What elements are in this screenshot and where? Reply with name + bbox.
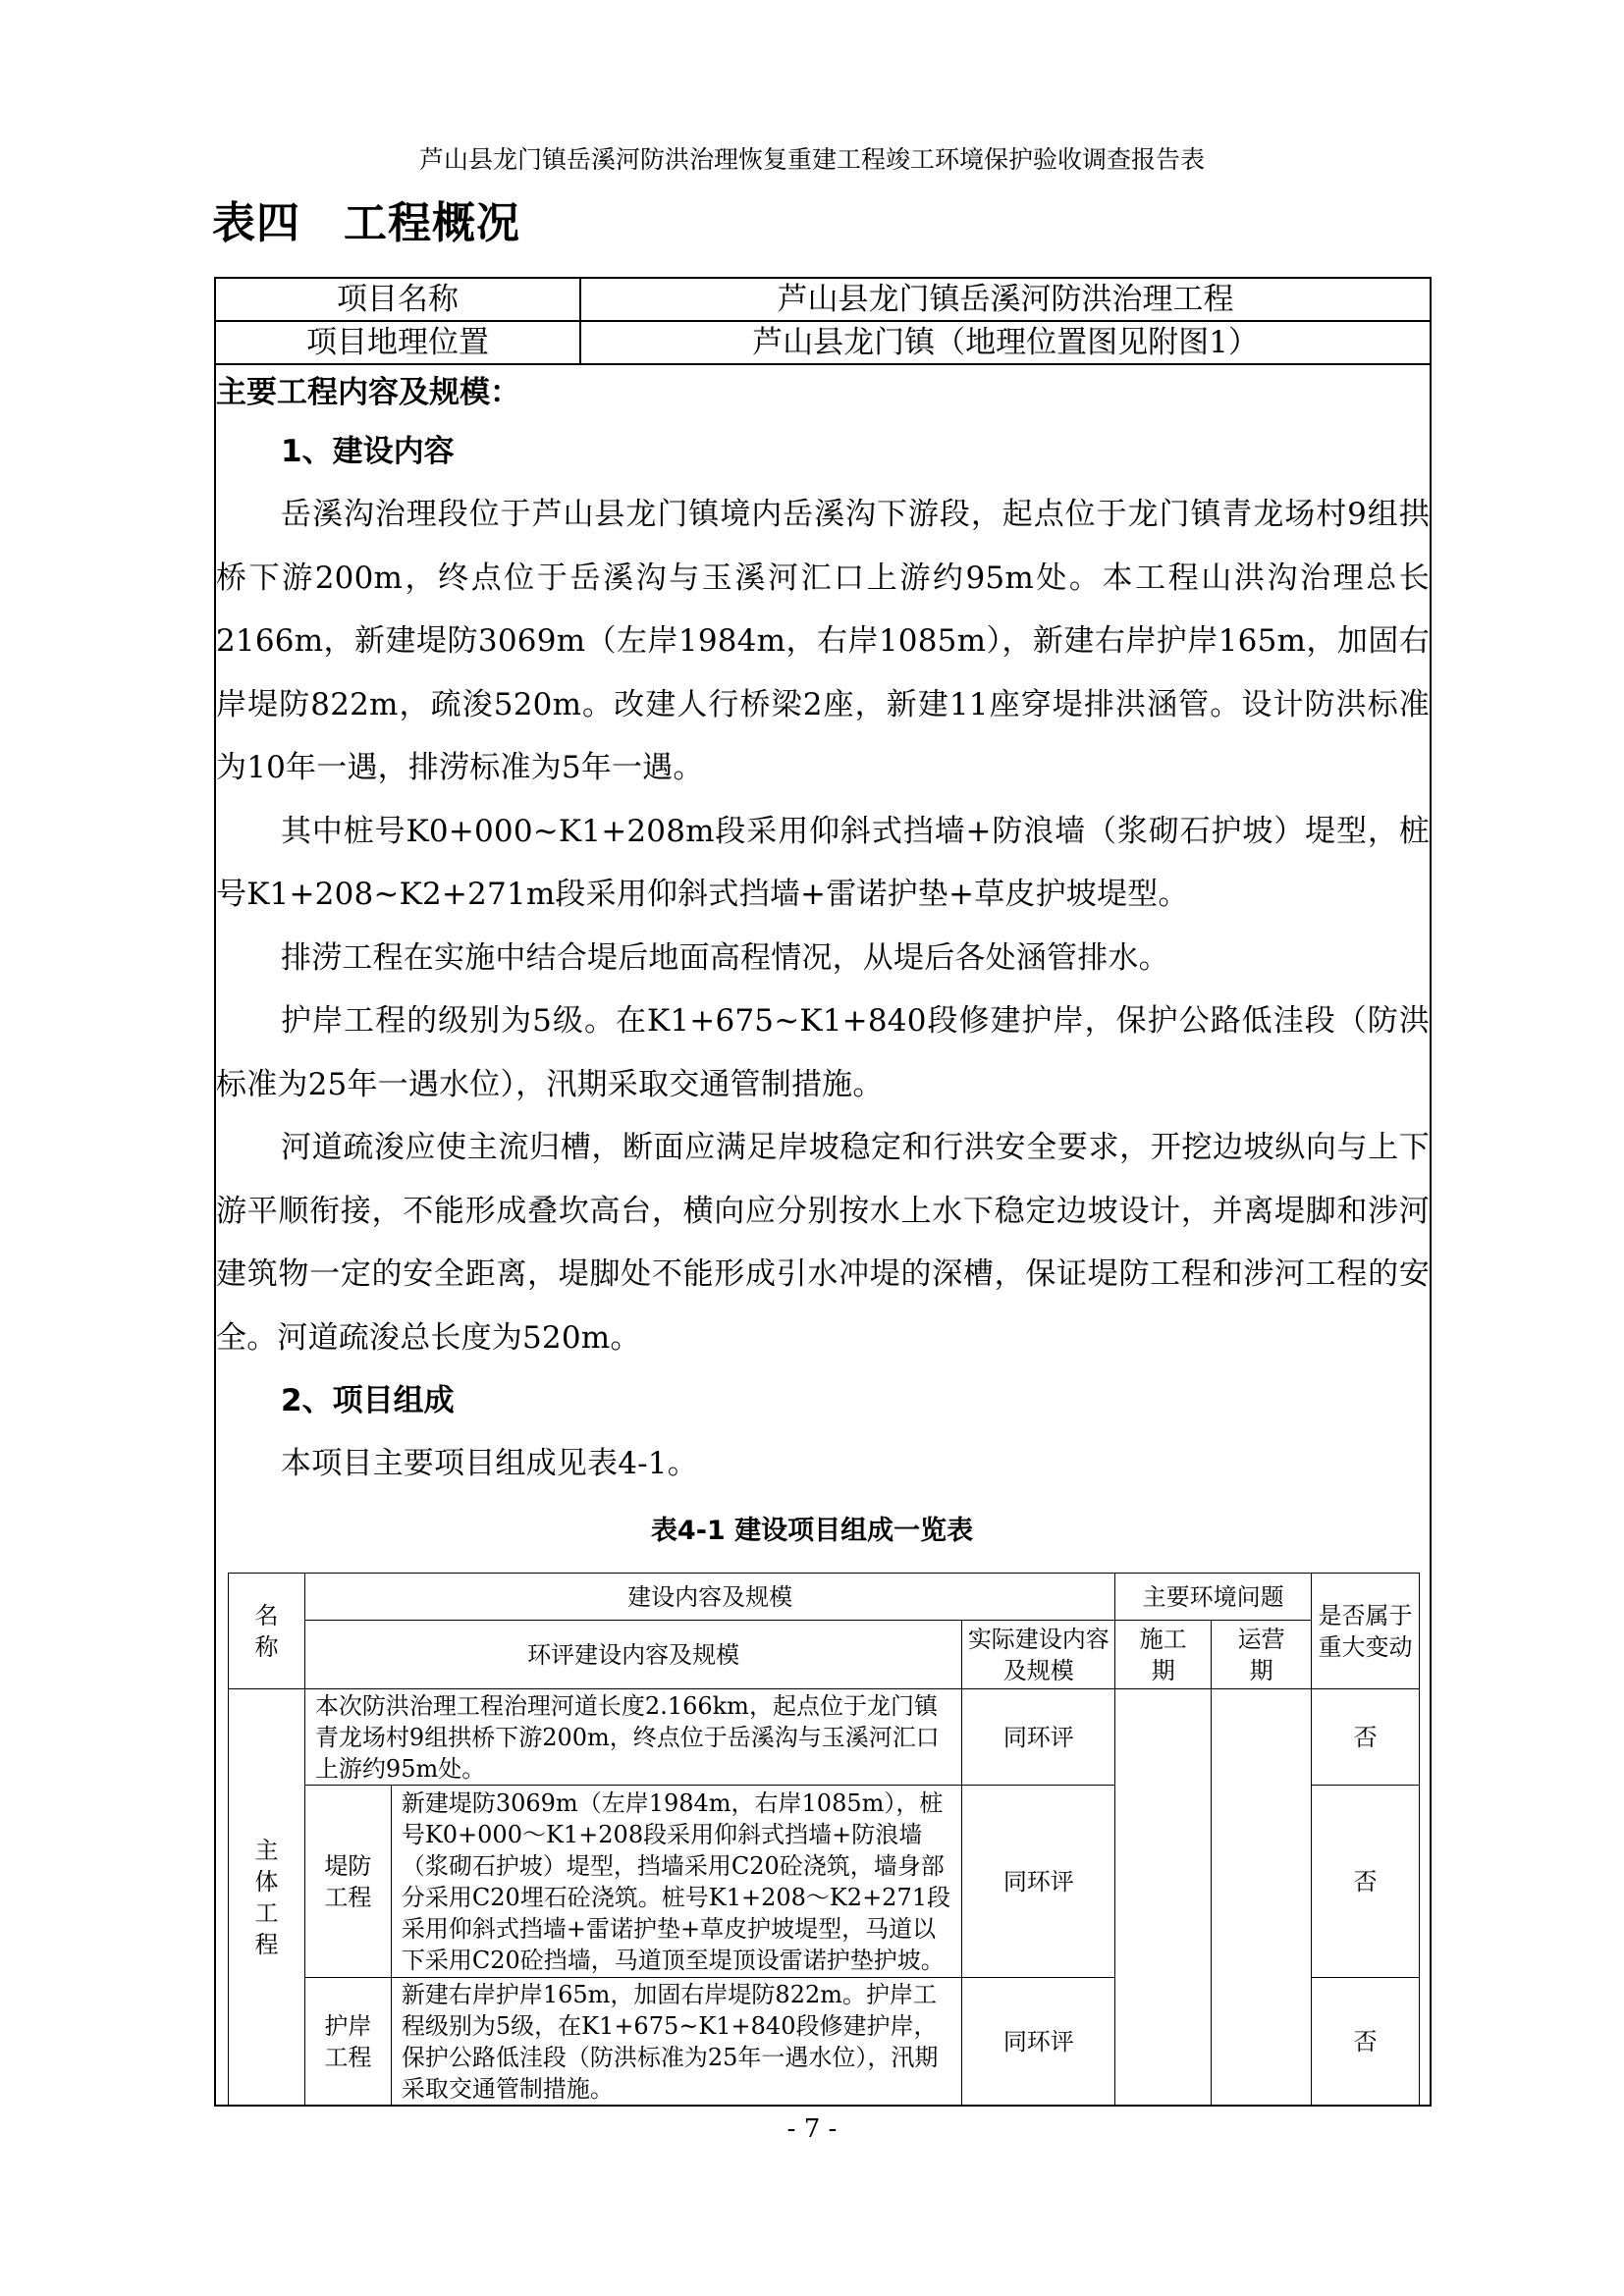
col-construction: 施工 期	[1115, 1621, 1212, 1689]
col-eia-scope: 环评建设内容及规模	[304, 1621, 961, 1689]
subheading-composition: 2、项目组成	[281, 1383, 455, 1418]
project-name-value: 芦山县龙门镇岳溪河防洪治理工程	[580, 278, 1431, 321]
page-number: - 7 -	[786, 2114, 838, 2144]
section-title	[212, 194, 520, 253]
table-row	[229, 1689, 1420, 1786]
paragraph: 排涝工程在实施中结合堤后地面高程情况，从堤后各处涵管排水。	[281, 939, 1169, 976]
section-number: 表四	[212, 198, 300, 248]
row-actual-scope: 同环评	[962, 1786, 1115, 1978]
row-eia-scope: 新建堤防3069m（左岸1984m，右岸1085m），桩号K0+000～K1+208段采用仰斜式挡墙+防浪墙（浆砌石护坡）堤型，挡墙采用C20砼浇筑，墙身部分采用C20埋石砼浇筑。桩号K1+208～K2+271段采用仰斜式挡墙+雷诺护垫+草皮护坡堤型，马道以下采用C20砼挡墙，马道顶至堤顶设雷诺护垫护坡。	[391, 1786, 962, 1978]
table-row	[215, 278, 1431, 321]
table-caption: 表4-1 建设项目组成一览表	[650, 1516, 974, 1546]
col-actual-scope: 实际建设内容及规模	[962, 1621, 1115, 1689]
running-header: 芦山县龙门镇岳溪河防洪治理恢复重建工程竣工环境保护验收调查报告表	[418, 145, 1205, 174]
paragraph: 本项目主要项目组成见表4-1。	[281, 1446, 698, 1481]
section-heading: 工程概况	[344, 198, 520, 248]
operation-cell	[1212, 1689, 1312, 2106]
table-row	[215, 321, 1431, 364]
composition-table	[228, 1573, 1420, 2106]
main-content	[216, 365, 1430, 1496]
group-main-works: 主 体 工 程	[229, 1689, 305, 2106]
row-major-change: 否	[1312, 1689, 1420, 1786]
col-scope: 建设内容及规模	[304, 1574, 1114, 1621]
col-operation: 运营 期	[1212, 1621, 1312, 1689]
project-info-table	[214, 277, 1432, 365]
project-location-label: 项目地理位置	[215, 321, 580, 364]
row-eia-scope: 本次防洪治理工程治理河道长度2.166km，起点位于龙门镇青龙场村9组拱桥下游200m，终点位于岳溪沟与玉溪河汇口上游约95m处。	[304, 1689, 961, 1786]
table-header-row	[229, 1574, 1420, 1621]
row-subitem: 护岸 工程	[304, 1978, 391, 2106]
paragraph: 护岸工程的级别为5级。在K1+675~K1+840段修建护岸，保护公路低洼段（防洪标准为25年一遇水位），汛期采取交通管制措施。	[216, 1003, 1430, 1102]
table-header-row	[229, 1621, 1420, 1689]
row-actual-scope: 同环评	[962, 1689, 1115, 1786]
row-major-change: 否	[1312, 1786, 1420, 1978]
project-location-value: 芦山县龙门镇（地理位置图见附图1）	[580, 321, 1431, 364]
row-subitem: 堤防 工程	[304, 1786, 391, 1978]
subheading-construction: 1、建设内容	[281, 434, 455, 469]
paragraph: 岳溪沟治理段位于芦山县龙门镇境内岳溪沟下游段，起点位于龙门镇青龙场村9组拱桥下游200m，终点位于岳溪沟与玉溪河汇口上游约95m处。本工程山洪沟治理总长2166m，新建堤防3069m（左岸1984m，右岸1085m），新建右岸护岸165m，加固右岸堤防822m，疏浚520m。改建人行桥梁2座，新建11座穿堤排洪涵管。设计防洪标准为10年一遇，排涝标准为5年一遇。	[216, 497, 1430, 785]
row-major-change: 否	[1312, 1978, 1420, 2106]
paragraph: 其中桩号K0+000~K1+208m段采用仰斜式挡墙+防浪墙（浆砌石护坡）堤型，桩号K1+208~K2+271m段采用仰斜式挡墙+雷诺护垫+草皮护坡堤型。	[216, 813, 1430, 912]
row-actual-scope: 同环评	[962, 1978, 1115, 2106]
project-name-label: 项目名称	[215, 278, 580, 321]
construction-cell	[1115, 1689, 1212, 2106]
paragraph: 河道疏浚应使主流归槽，断面应满足岸坡稳定和行洪安全要求，开挖边坡纵向与上下游平顺衔接，不能形成叠坎高台，横向应分别按水上水下稳定边坡设计，并离堤脚和涉河建筑物一定的安全距离，堤脚处不能形成引水冲堤的深槽，保证堤防工程和涉河工程的安全。河道疏浚总长度为520m。	[216, 1130, 1430, 1356]
row-eia-scope: 新建右岸护岸165m，加固右岸堤防822m。护岸工程级别为5级，在K1+675~K1+840段修建护岸，保护公路低洼段（防洪标准为25年一遇水位），汛期采取交通管制措施。	[391, 1978, 962, 2106]
col-name: 名 称	[229, 1574, 305, 1689]
col-env-issues: 主要环境问题	[1115, 1574, 1312, 1621]
content-lead: 主要工程内容及规模：	[216, 375, 520, 410]
col-major-change: 是否属于重大变动	[1312, 1574, 1420, 1689]
